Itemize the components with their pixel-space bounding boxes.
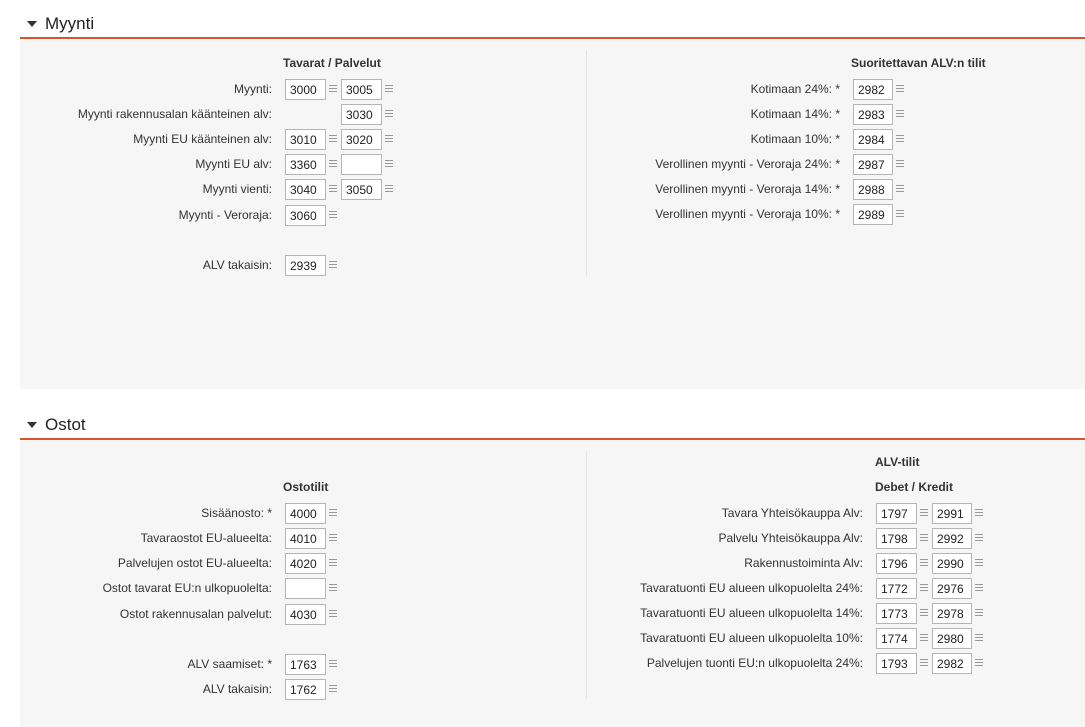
goods-account-input[interactable] — [285, 79, 326, 100]
field-label: Verollinen myynti - Veroraja 14%: * — [655, 182, 840, 196]
field-label: Rakennustoiminta Alv: — [744, 556, 863, 570]
vat-account-input[interactable] — [853, 204, 893, 225]
field-label: Myynti: — [233, 82, 272, 96]
vat-payable-header: Suoritettavan ALV:n tilit — [851, 56, 986, 70]
field-label: Myynti vienti: — [202, 182, 272, 196]
account-list-icon[interactable] — [329, 185, 337, 194]
vat-account-input[interactable] — [853, 104, 893, 125]
credit-account-input[interactable] — [932, 578, 972, 599]
account-list-icon[interactable] — [329, 160, 337, 169]
purchase-account-input[interactable] — [285, 679, 326, 700]
field-label: Kotimaan 24%: * — [750, 82, 840, 96]
account-list-icon[interactable] — [896, 160, 904, 169]
account-list-icon[interactable] — [896, 185, 904, 194]
account-list-icon[interactable] — [975, 659, 983, 668]
debit-account-input[interactable] — [876, 628, 917, 649]
purchase-account-input[interactable] — [285, 553, 326, 574]
account-list-icon[interactable] — [975, 509, 983, 518]
vat-account-input[interactable] — [853, 79, 893, 100]
debit-account-input[interactable] — [876, 503, 917, 524]
account-list-icon[interactable] — [896, 110, 904, 119]
vat-account-input[interactable] — [853, 154, 893, 175]
collapse-triangle-icon[interactable] — [27, 21, 37, 27]
field-label: Palvelu Yhteisökauppa Alv: — [718, 531, 863, 545]
account-list-icon[interactable] — [920, 534, 928, 543]
vat-account-input[interactable] — [853, 129, 893, 150]
section-header-myynti[interactable] — [20, 10, 1085, 39]
account-list-icon[interactable] — [975, 559, 983, 568]
purchase-account-input[interactable] — [285, 503, 326, 524]
section-title-myynti: Myynti — [45, 13, 95, 33]
purchase-accounts-header: Ostotilit — [283, 480, 329, 494]
field-label: Myynti EU alv: — [195, 157, 272, 171]
credit-account-input[interactable] — [932, 628, 972, 649]
account-list-icon[interactable] — [975, 609, 983, 618]
credit-account-input[interactable] — [932, 603, 972, 624]
debit-account-input[interactable] — [876, 528, 917, 549]
field-label: Kotimaan 14%: * — [750, 107, 840, 121]
services-account-input[interactable] — [341, 154, 382, 175]
account-list-icon[interactable] — [329, 211, 337, 220]
purchase-account-input[interactable] — [285, 528, 326, 549]
goods-account-input[interactable] — [285, 129, 326, 150]
account-list-icon[interactable] — [329, 559, 337, 568]
account-list-icon[interactable] — [329, 685, 337, 694]
credit-account-input[interactable] — [932, 528, 972, 549]
account-list-icon[interactable] — [975, 634, 983, 643]
field-label: Myynti - Veroraja: — [178, 208, 272, 222]
account-list-icon[interactable] — [329, 534, 337, 543]
purchase-account-input[interactable] — [285, 604, 326, 625]
purchase-account-input[interactable] — [285, 578, 326, 599]
field-label: Palvelujen ostot EU-alueelta: — [117, 556, 272, 570]
field-label: Tavaratuonti EU alueen ulkopuolelta 10%: — [640, 631, 863, 645]
services-account-input[interactable] — [341, 179, 382, 200]
account-list-icon[interactable] — [975, 584, 983, 593]
account-list-icon[interactable] — [975, 534, 983, 543]
goods-account-input[interactable] — [285, 154, 326, 175]
column-divider — [586, 50, 587, 276]
column-divider — [586, 451, 587, 699]
account-list-icon[interactable] — [920, 559, 928, 568]
field-label: Tavara Yhteisökauppa Alv: — [721, 506, 863, 520]
account-list-icon[interactable] — [385, 185, 393, 194]
account-list-icon[interactable] — [896, 135, 904, 144]
goods-services-header: Tavarat / Palvelut — [283, 56, 381, 70]
field-label: Ostot rakennusalan palvelut: — [119, 607, 272, 621]
services-account-input[interactable] — [341, 129, 382, 150]
account-list-icon[interactable] — [920, 609, 928, 618]
debit-credit-header: Debet / Kredit — [875, 480, 954, 494]
debit-account-input[interactable] — [876, 553, 917, 574]
credit-account-input[interactable] — [932, 553, 972, 574]
account-list-icon[interactable] — [896, 85, 904, 94]
field-label: Ostot tavarat EU:n ulkopuolelta: — [102, 581, 272, 595]
goods-account-input[interactable] — [285, 205, 326, 226]
field-label: ALV takaisin: — [202, 682, 272, 696]
account-list-icon[interactable] — [329, 610, 337, 619]
field-label: ALV saamiset: * — [187, 657, 272, 671]
account-list-icon[interactable] — [920, 634, 928, 643]
account-list-icon[interactable] — [896, 210, 904, 219]
field-label: Verollinen myynti - Veroraja 10%: * — [655, 207, 840, 221]
account-list-icon[interactable] — [920, 659, 928, 668]
field-label: Tavaratuonti EU alueen ulkopuolelta 14%: — [640, 606, 863, 620]
vat-account-input[interactable] — [853, 179, 893, 200]
services-account-input[interactable] — [341, 104, 382, 125]
account-list-icon[interactable] — [329, 261, 337, 270]
field-label: ALV takaisin: — [202, 258, 272, 272]
account-list-icon[interactable] — [920, 509, 928, 518]
purchase-account-input[interactable] — [285, 654, 326, 675]
goods-account-input[interactable] — [285, 255, 326, 276]
account-list-icon[interactable] — [329, 660, 337, 669]
field-label: Verollinen myynti - Veroraja 24%: * — [655, 157, 840, 171]
account-list-icon[interactable] — [385, 135, 393, 144]
debit-account-input[interactable] — [876, 578, 917, 599]
account-list-icon[interactable] — [385, 160, 393, 169]
field-label: Tavaraostot EU-alueelta: — [140, 531, 272, 545]
field-label: Myynti EU käänteinen alv: — [133, 132, 272, 146]
vat-accounts-header: ALV-tilit — [875, 455, 920, 469]
collapse-triangle-icon[interactable] — [27, 422, 37, 428]
field-label: Sisäänosto: * — [201, 506, 272, 520]
field-label: Myynti rakennusalan käänteinen alv: — [77, 107, 272, 121]
field-label: Palvelujen tuonti EU:n ulkopuolelta 24%: — [646, 656, 863, 670]
field-label: Tavaratuonti EU alueen ulkopuolelta 24%: — [640, 581, 863, 595]
section-header-ostot[interactable] — [20, 411, 1085, 440]
credit-account-input[interactable] — [932, 503, 972, 524]
account-list-icon[interactable] — [329, 509, 337, 518]
account-list-icon[interactable] — [329, 135, 337, 144]
account-list-icon[interactable] — [329, 85, 337, 94]
account-list-icon[interactable] — [920, 584, 928, 593]
debit-account-input[interactable] — [876, 653, 917, 674]
account-list-icon[interactable] — [385, 110, 393, 119]
section-title-ostot: Ostot — [45, 414, 86, 434]
credit-account-input[interactable] — [932, 653, 972, 674]
account-list-icon[interactable] — [385, 85, 393, 94]
account-list-icon[interactable] — [329, 584, 337, 593]
debit-account-input[interactable] — [876, 603, 917, 624]
services-account-input[interactable] — [341, 79, 382, 100]
field-label: Kotimaan 10%: * — [750, 132, 840, 146]
goods-account-input[interactable] — [285, 179, 326, 200]
